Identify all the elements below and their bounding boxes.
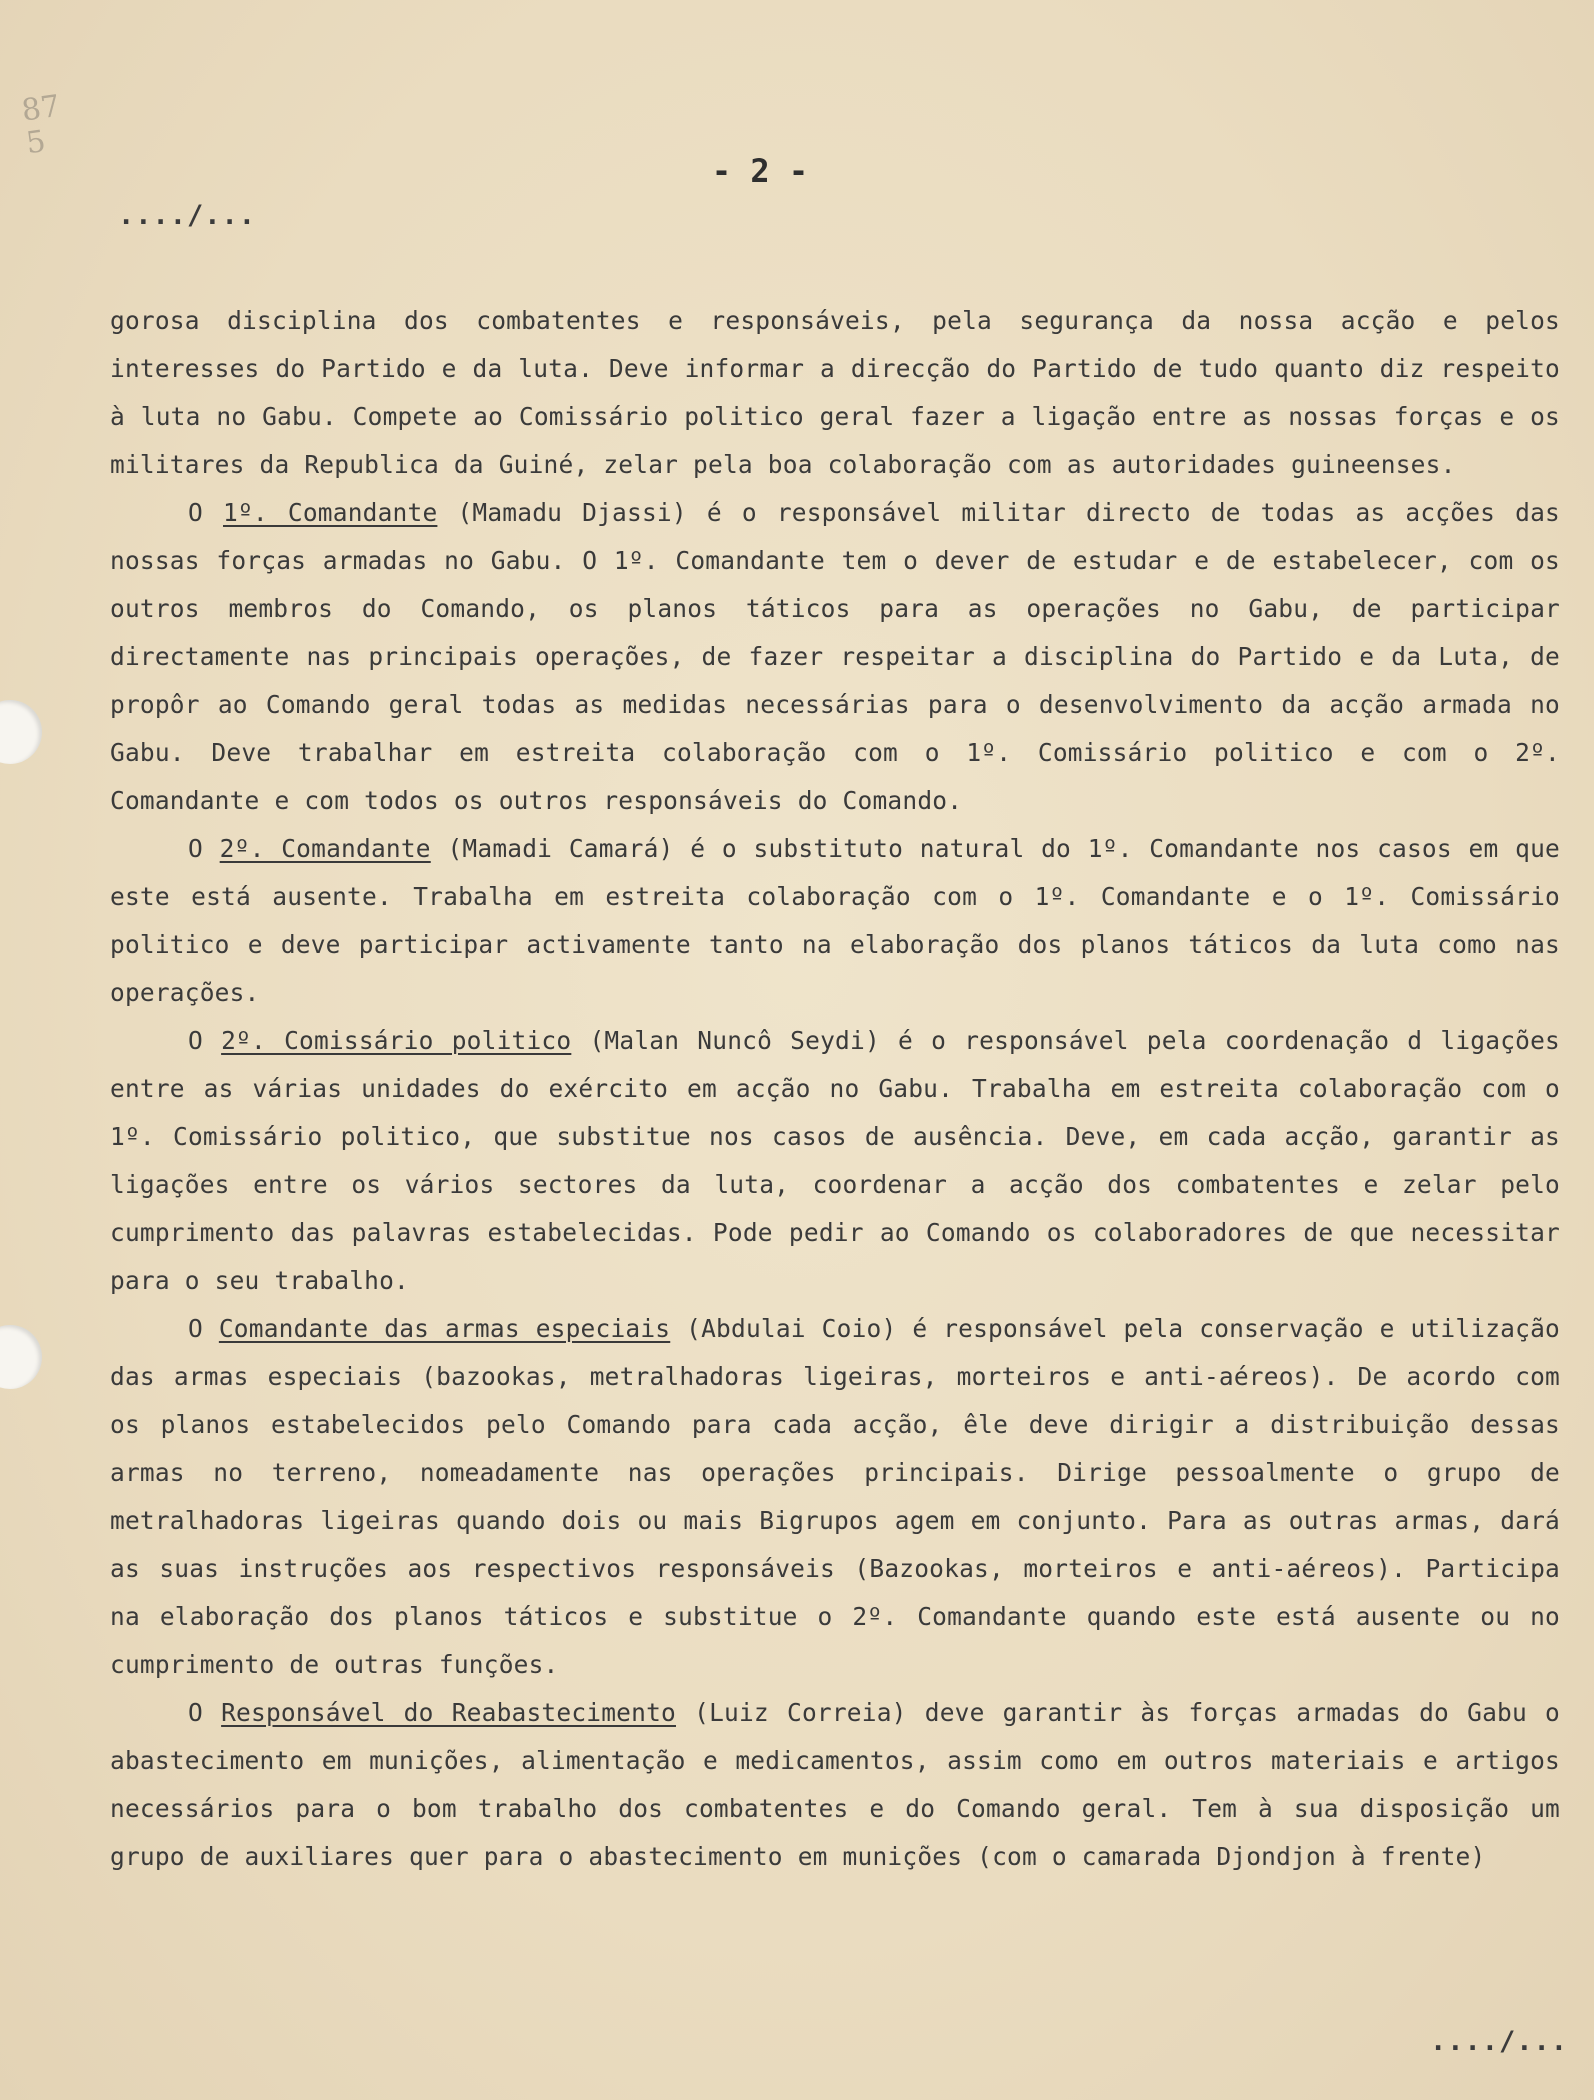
document-body: [110, 297, 1560, 1881]
paragraph-second-political-commissioner: [110, 1017, 1560, 1305]
paragraph-first-commander: [110, 489, 1560, 825]
pencil-annotation-text: 87 5: [19, 88, 63, 162]
paragraph-continuation: [110, 297, 1560, 489]
paragraph-lead: O: [188, 1314, 219, 1343]
paragraph-text: (Mamadu Djassi) é o responsável militar directo de todas as acções das nossas forças armadas no Gabu. O 1º. Comandante tem o dever de estudar e de estabelecer, com os outros membros do Comando, os planos táticos para as operações no Gabu, de participar directamente nas principais operações, de fazer respeitar a disciplina do Partido e da Luta, de propôr ao Comando geral todas as medidas necessárias para o desenvolvimento da acção armada no Gabu. Deve trabalhar em estreita colaboração com o 1º. Comissário politico e com o 2º. Comandante e com todos os outros responsáveis do Comando.: [110, 498, 1560, 815]
paragraph-second-commander: [110, 825, 1560, 1017]
paragraph-text: (Abdulai Coio) é responsável pela conservação e utilização das armas especiais (bazookas, metralhadoras ligeiras, morteiros e anti-aéreos). De acordo com os planos estabelecidos pelo Comando para cada acção, êle deve dirigir a distribuição dessas armas no terreno, nomeadamente nas operações principais. Dirige pessoalmente o grupo de metralhadoras ligeiras quando dois ou mais Bigrupos agem em conjunto. Para as outras armas, dará as suas instruções aos respectivos responsáveis (Bazookas, morteiros e anti-aéreos). Participa na elaboração dos planos táticos e substitue o 2º. Comandante quando este está ausente ou no cumprimento de outras funções.: [110, 1314, 1560, 1679]
role-heading-second-commander: 2º. Comandante: [219, 834, 431, 863]
punch-hole-bottom: [0, 1325, 42, 1389]
paragraph-supply-officer: [110, 1689, 1560, 1881]
pencil-annotation: [20, 90, 67, 161]
role-heading-supply-officer: Responsável do Reabastecimento: [221, 1698, 676, 1727]
paragraph-lead: O: [188, 834, 220, 863]
paragraph-text: gorosa disciplina dos combatentes e responsáveis, pela segurança da nossa acção e pelos interesses do Partido e da luta. Deve informar a direcção do Partido de tudo quanto diz respeito à luta no Gabu. Compete ao Comissário politico geral fazer a ligação entre as nossas forças e os militares da Republica da Guiné, zelar pela boa colaboração com as autoridades guineenses.: [110, 306, 1560, 479]
paragraph-text: (Malan Nuncô Seydi) é o responsável pela coordenação d ligações entre as várias unidades do exército em acção no Gabu. Trabalha em estreita colaboração com o 1º. Comissário politico, que substitue nos casos de ausência. Deve, em cada acção, garantir as ligações entre os vários sectores da luta, coordenar a acção dos combatentes e zelar pelo cumprimento das palavras estabelecidas. Pode pedir ao Comando os colaboradores de que necessitar para o seu trabalho.: [110, 1026, 1560, 1295]
page-number: - 2 -: [711, 152, 809, 190]
continuation-mark-top: ..../...: [118, 200, 257, 231]
role-heading-first-commander: 1º. Comandante: [223, 498, 438, 527]
paragraph-lead: O: [188, 498, 223, 527]
punch-hole-top: [0, 700, 42, 764]
role-heading-special-weapons-commander: Comandante das armas especiais: [218, 1314, 671, 1343]
paragraph-special-weapons-commander: [110, 1305, 1560, 1689]
paragraph-lead: O: [188, 1698, 222, 1727]
paragraph-text: (Luiz Correia) deve garantir às forças armadas do Gabu o abastecimento em munições, alimentação e medicamentos, assim como em outros materiais e artigos necessários para o bom trabalho dos combatentes e do Comando geral. Tem à sua disposição um grupo de auxiliares quer para o abastecimento em munições (com o camarada Djondjon à frente): [110, 1698, 1560, 1871]
role-heading-second-political-commissioner: 2º. Comissário politico: [221, 1026, 572, 1055]
paragraph-lead: O: [188, 1026, 222, 1055]
paragraph-text: (Mamadi Camará) é o substituto natural do 1º. Comandante nos casos em que este está ausente. Trabalha em estreita colaboração com o 1º. Comandante e o 1º. Comissário politico e deve participar activamente tanto na elaboração dos planos táticos da luta como nas operações.: [110, 834, 1560, 1007]
continuation-mark-bottom: ..../...: [1430, 2026, 1569, 2057]
